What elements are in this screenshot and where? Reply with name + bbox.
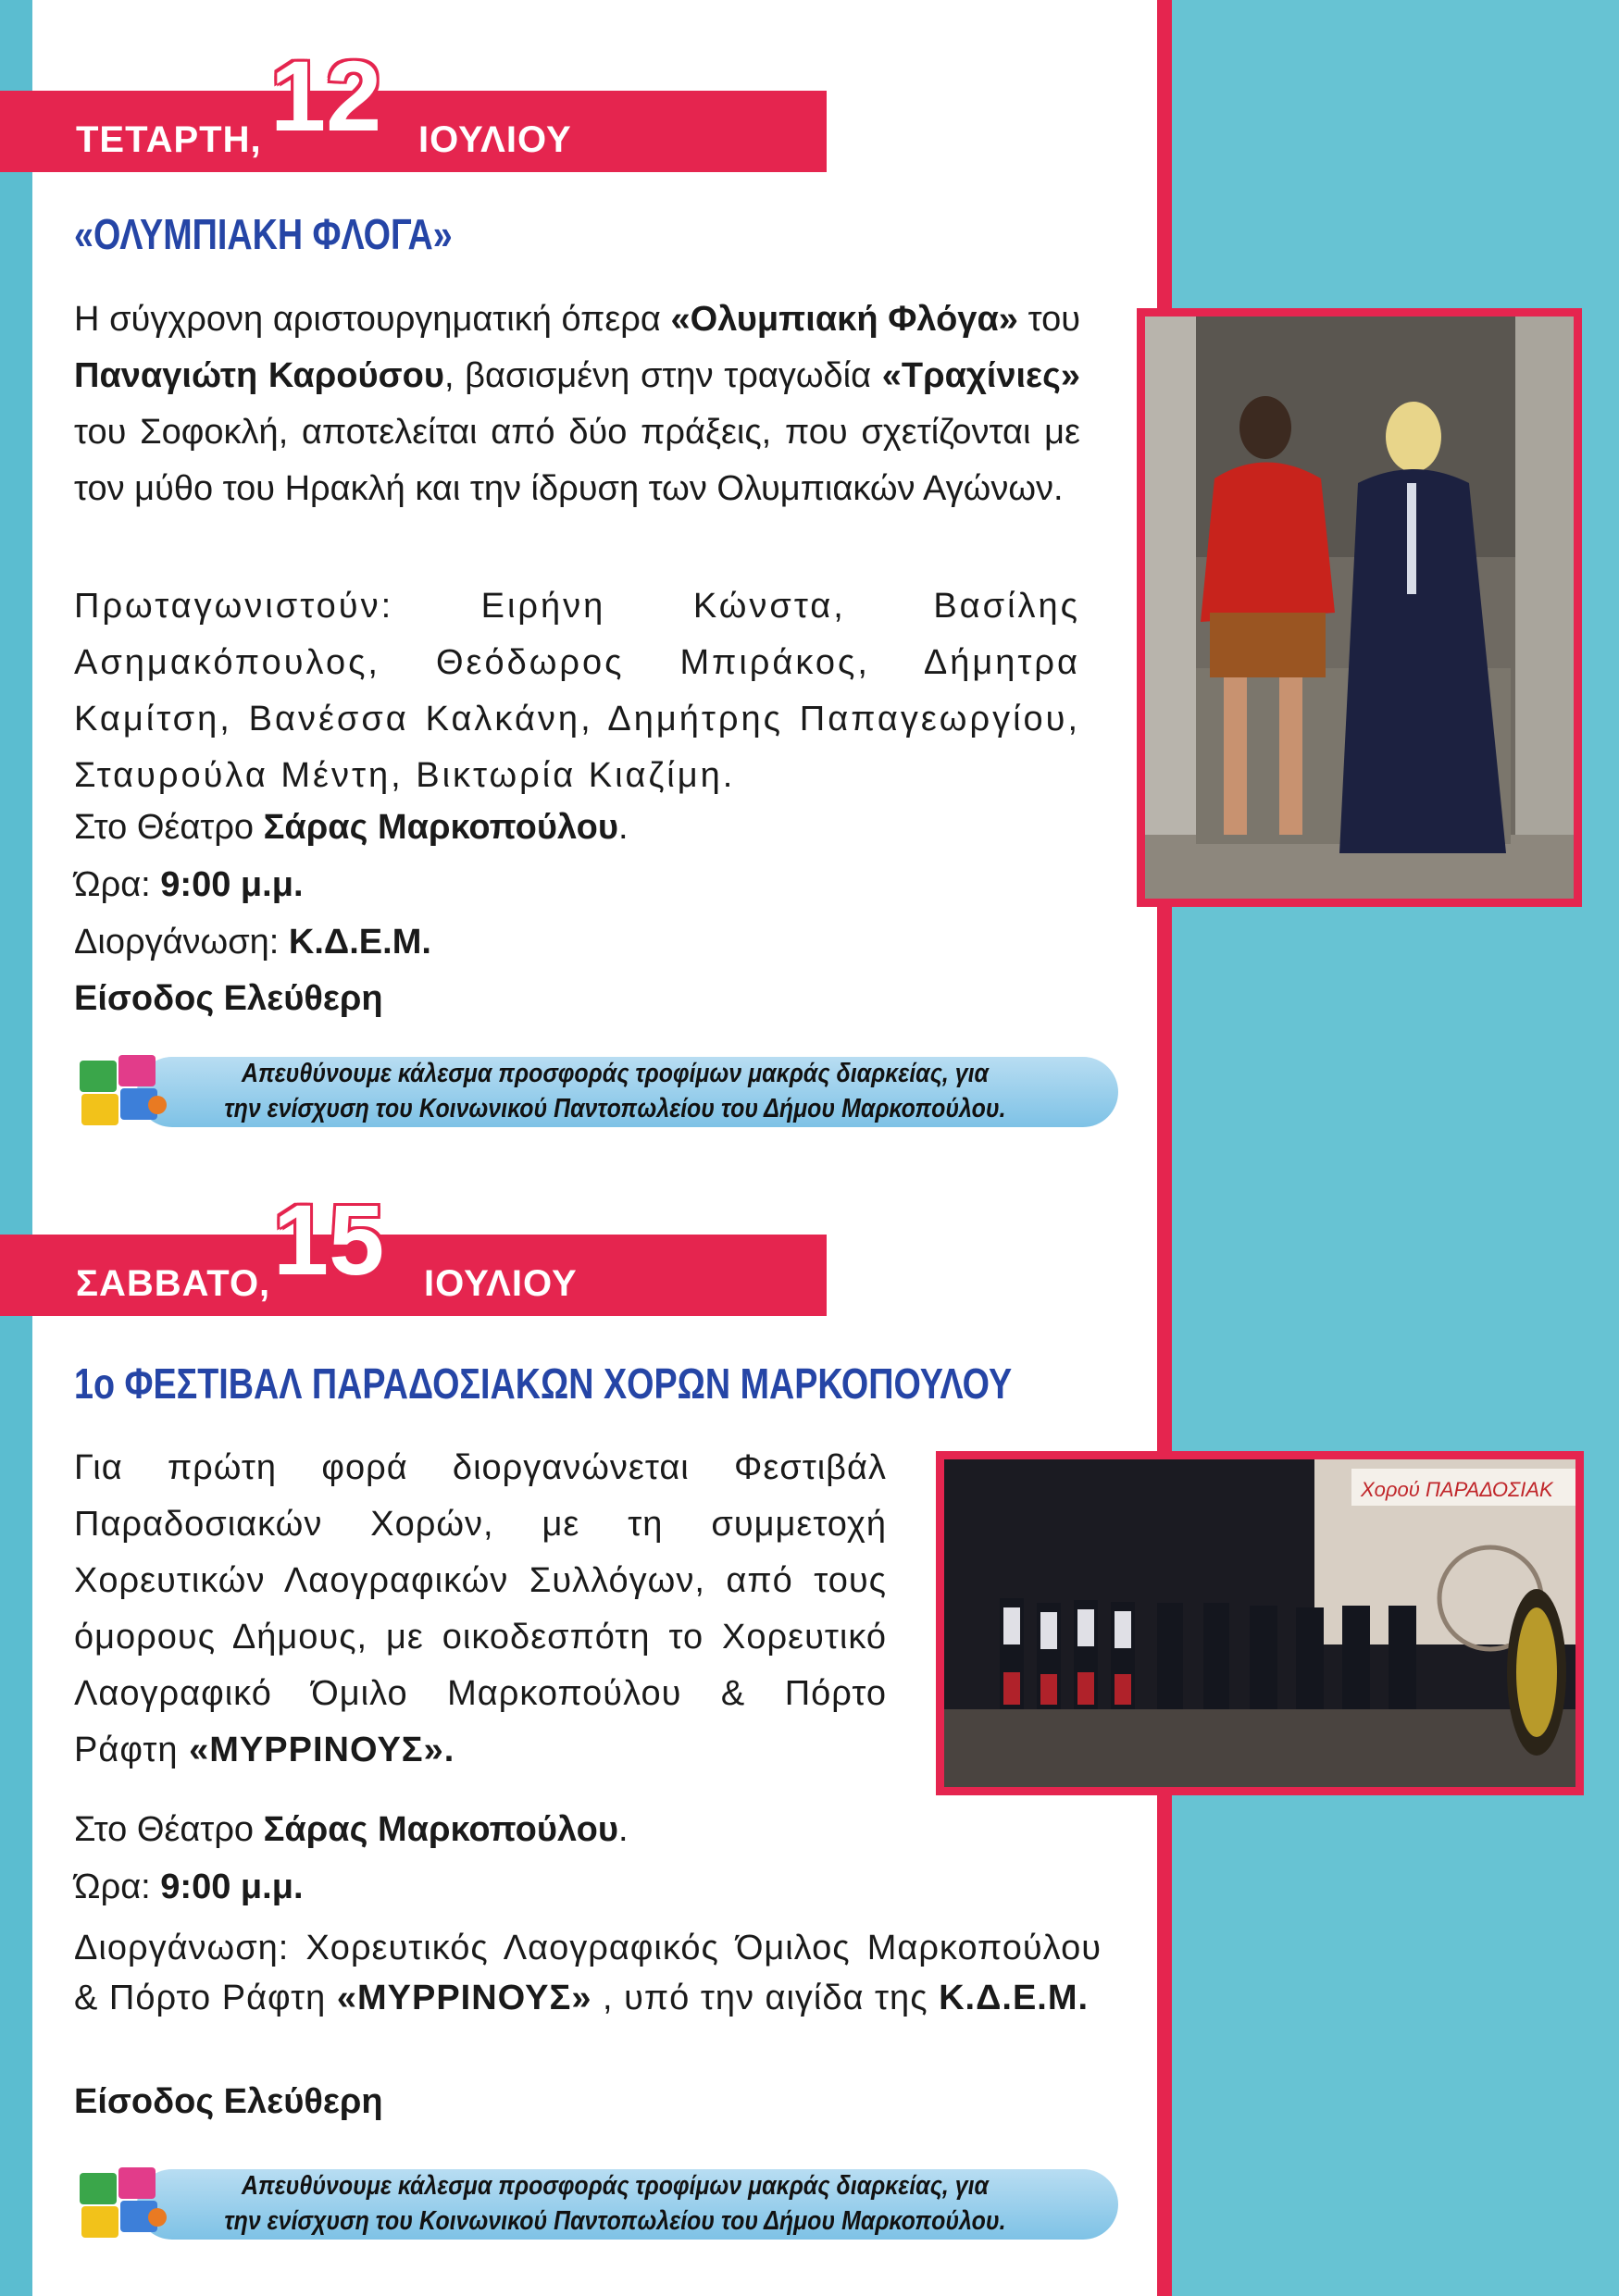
puzzle-logo-icon [72, 2164, 183, 2243]
date-banner-event2 [0, 1184, 827, 1316]
food-appeal-banner [72, 1051, 1090, 1131]
banner-day: ΣΑΒΒΑΤΟ, [76, 1263, 271, 1304]
banner-month: ΙΟΥΛΙΟΥ [418, 119, 572, 160]
event-description: Η σύγχρονη αριστουργηματική όπερα «Ολυμπιακή Φλόγα» του Παναγιώτη Καρούσου, βασισμένη στην τραγωδία «Τραχίνιες» του Σοφοκλή, αποτελείται από δύο πράξεις, που σχετίζονται με τον μύθο του Ηρακλή και την ίδρυση των Ολυμπιακών Αγώνων. [74, 300, 1080, 508]
appeal-line-2: την ενίσχυση του Κοινωνικού Παντοπωλείου του Δήμου Μαρκοπούλου. [224, 1094, 1006, 1123]
stage-banner-text: Χορού ΠΑΡΑΔΟΣΙΑΚ [1361, 1478, 1553, 1501]
banner-month: ΙΟΥΛΙΟΥ [424, 1263, 578, 1304]
event-venue: Στο Θέατρο Σάρας Μαρκοπούλου. [74, 1810, 629, 1849]
photo-opera-performers [1137, 308, 1582, 907]
event-title: «ΟΛΥΜΠΙΑΚΗ ΦΛΟΓΑ» [74, 210, 453, 258]
event-time: Ώρα: 9:00 μ.μ. [74, 865, 304, 904]
photo-dance-festival [936, 1451, 1584, 1795]
event-organizer: Διοργάνωση: Χορευτικός Λαογραφικός Όμιλος Μαρκοπούλου & Πόρτο Ράφτη «ΜΥΡΡΙΝΟΥΣ» , υπό την αιγίδα της Κ.Δ.Ε.Μ. [74, 1929, 1102, 2017]
appeal-line-1: Απευθύνουμε κάλεσμα προσφοράς τροφίμων μακράς διαρκείας, για [241, 2171, 990, 2201]
event-entry: Είσοδος Ελεύθερη [74, 2082, 383, 2121]
event-cast: Πρωταγωνιστούν: Ειρήνη Κώνστα, Βασίλης Ασημακόπουλος, Θεόδωρος Μπιράκος, Δήμητρα Καμίτση, Βανέσσα Καλκάνη, Δημήτρης Παπαγεωργίου, Σταυρούλα Μέντη, Βικτωρία Κιαζίμη. [74, 587, 1080, 795]
appeal-line-1: Απευθύνουμε κάλεσμα προσφοράς τροφίμων μακράς διαρκείας, για [241, 1059, 990, 1088]
banner-day-number: 12 [270, 40, 382, 152]
event-description: Για πρώτη φορά διοργανώνεται Φεστιβάλ Παραδοσιακών Χορών, με τη συμμετοχή Χορευτικών Λαογραφικών Συλλόγων, από τους όμορους Δήμους, με οικοδεσπότη το Χορευτικό Λαογραφικό Όμιλο Μαρκοπούλου & Πόρτο Ράφτη «ΜΥΡΡΙΝΟΥΣ». [74, 1448, 887, 1769]
event-organizer: Διοργάνωση: Κ.Δ.Ε.Μ. [74, 923, 431, 962]
banner-day: ΤΕΤΑΡΤΗ, [76, 119, 262, 160]
left-teal-strip [0, 0, 32, 2296]
banner-day-number: 15 [273, 1184, 385, 1296]
event-venue: Στο Θέατρο Σάρας Μαρκοπούλου. [74, 808, 629, 847]
food-appeal-banner [72, 2164, 1090, 2243]
event-time: Ώρα: 9:00 μ.μ. [74, 1868, 304, 1906]
event-entry: Είσοδος Ελεύθερη [74, 979, 383, 1018]
date-banner-event1 [0, 40, 827, 172]
appeal-line-2: την ενίσχυση του Κοινωνικού Παντοπωλείου του Δήμου Μαρκοπούλου. [224, 2206, 1006, 2236]
event-title: 1ο ΦΕΣΤΙΒΑΛ ΠΑΡΑΔΟΣΙΑΚΩΝ ΧΟΡΩΝ ΜΑΡΚΟΠΟΥΛΟΥ [74, 1359, 1013, 1408]
puzzle-logo-icon [72, 1051, 183, 1131]
